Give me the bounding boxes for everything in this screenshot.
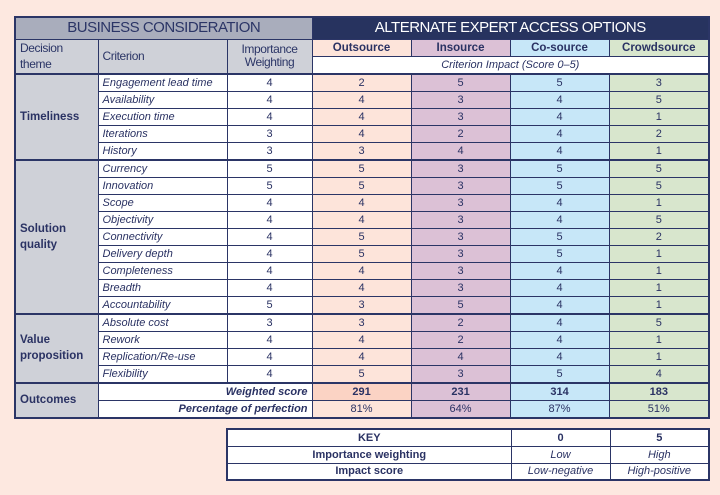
table-row (15, 228, 709, 245)
business-consideration-header: BUSINESS CONSIDERATION (15, 17, 312, 39)
co-source-score-cell: 4 (510, 194, 609, 211)
outcomes-theme-cell: Outcomes (15, 383, 98, 418)
outsource-score-cell: 4 (312, 194, 411, 211)
decision-theme-column-header: Decision theme (15, 39, 98, 74)
outsource-score-cell: 3 (312, 296, 411, 314)
percentage-of-perfection-label: Percentage of perfection (98, 400, 312, 418)
co-source-score-cell: 5 (510, 74, 609, 92)
criterion-cell: History (98, 142, 227, 160)
crowdsource-score-cell: 2 (609, 228, 709, 245)
weighted-score-label: Weighted score (98, 383, 312, 401)
importance-weight-cell: 4 (227, 279, 312, 296)
insource-weighted-score: 231 (411, 383, 510, 401)
key-row-low: Low (511, 446, 610, 463)
key-row-label: Impact score (227, 463, 511, 480)
crowdsource-score-cell: 5 (609, 177, 709, 194)
crowdsource-score-cell: 5 (609, 314, 709, 332)
co-source-score-cell: 5 (510, 160, 609, 178)
criterion-cell: Execution time (98, 108, 227, 125)
co-source-score-cell: 5 (510, 365, 609, 383)
importance-weighting-column-header: Importance Weighting (227, 39, 312, 74)
table-row (15, 160, 709, 178)
importance-weight-cell: 4 (227, 348, 312, 365)
importance-weight-cell: 3 (227, 125, 312, 142)
importance-weight-cell: 5 (227, 296, 312, 314)
crowdsource-score-cell: 3 (609, 74, 709, 92)
crowdsource-score-cell: 1 (609, 245, 709, 262)
criterion-column-header: Criterion (98, 39, 227, 74)
insource-score-cell: 2 (411, 331, 510, 348)
outsource-score-cell: 4 (312, 262, 411, 279)
crowdsource-score-cell: 1 (609, 108, 709, 125)
crowdsource-score-cell: 2 (609, 125, 709, 142)
co-source-score-cell: 4 (510, 142, 609, 160)
outsource-score-cell: 5 (312, 228, 411, 245)
co-source-score-cell: 4 (510, 91, 609, 108)
criterion-cell: Iterations (98, 125, 227, 142)
table-row (15, 245, 709, 262)
outsource-score-cell: 5 (312, 245, 411, 262)
co-source-score-cell: 4 (510, 348, 609, 365)
importance-weight-cell: 4 (227, 74, 312, 92)
outsource-score-cell: 4 (312, 125, 411, 142)
importance-weight-cell: 4 (227, 228, 312, 245)
table-row (15, 348, 709, 365)
criterion-cell: Availability (98, 91, 227, 108)
criterion-cell: Rework (98, 331, 227, 348)
co-source-score-cell: 4 (510, 314, 609, 332)
importance-weight-cell: 3 (227, 314, 312, 332)
crowdsource-score-cell: 1 (609, 142, 709, 160)
crowdsource-score-cell: 5 (609, 211, 709, 228)
co-source-score-cell: 4 (510, 211, 609, 228)
table-row (15, 194, 709, 211)
outsource-score-cell: 5 (312, 177, 411, 194)
crowdsource-score-cell: 1 (609, 331, 709, 348)
crowdsource-score-cell: 5 (609, 91, 709, 108)
insource-score-cell: 3 (411, 160, 510, 178)
co-source-percentage: 87% (510, 400, 609, 418)
insource-column-header: Insource (411, 39, 510, 56)
outsource-score-cell: 3 (312, 142, 411, 160)
table-row (15, 279, 709, 296)
criterion-cell: Innovation (98, 177, 227, 194)
table-row (15, 91, 709, 108)
co-source-score-cell: 4 (510, 108, 609, 125)
key-row-label: Importance weighting (227, 446, 511, 463)
outsource-column-header: Outsource (312, 39, 411, 56)
insource-score-cell: 4 (411, 348, 510, 365)
crowdsource-weighted-score: 183 (609, 383, 709, 401)
co-source-score-cell: 5 (510, 228, 609, 245)
outsource-score-cell: 3 (312, 314, 411, 332)
criterion-cell: Connectivity (98, 228, 227, 245)
table-row (15, 365, 709, 383)
outsource-score-cell: 4 (312, 91, 411, 108)
key-table (226, 428, 710, 481)
table-body (15, 74, 709, 418)
criterion-cell: Breadth (98, 279, 227, 296)
weighted-score-row (15, 383, 709, 401)
insource-score-cell: 3 (411, 262, 510, 279)
insource-percentage: 64% (411, 400, 510, 418)
outsource-score-cell: 4 (312, 279, 411, 296)
co-source-score-cell: 5 (510, 177, 609, 194)
importance-weight-cell: 4 (227, 211, 312, 228)
criterion-cell: Flexibility (98, 365, 227, 383)
importance-weight-cell: 4 (227, 194, 312, 211)
table-row (15, 331, 709, 348)
importance-weight-cell: 4 (227, 108, 312, 125)
co-source-score-cell: 4 (510, 279, 609, 296)
table-row (15, 142, 709, 160)
criterion-cell: Delivery depth (98, 245, 227, 262)
key-row-high: High (610, 446, 709, 463)
insource-score-cell: 2 (411, 314, 510, 332)
key-row-low: Low-negative (511, 463, 610, 480)
outsource-score-cell: 5 (312, 160, 411, 178)
outsource-score-cell: 4 (312, 211, 411, 228)
crowdsource-score-cell: 1 (609, 194, 709, 211)
expert-access-options-table (14, 16, 710, 419)
table-row (15, 314, 709, 332)
co-source-score-cell: 4 (510, 262, 609, 279)
criterion-impact-caption: Criterion Impact (Score 0–5) (312, 56, 709, 74)
importance-weight-cell: 4 (227, 245, 312, 262)
co-source-score-cell: 4 (510, 331, 609, 348)
outsource-score-cell: 2 (312, 74, 411, 92)
key-low-value: 0 (511, 429, 610, 446)
key-high-value: 5 (610, 429, 709, 446)
table-row (15, 125, 709, 142)
co-source-score-cell: 4 (510, 125, 609, 142)
table-row (15, 211, 709, 228)
insource-score-cell: 3 (411, 245, 510, 262)
crowdsource-score-cell: 1 (609, 348, 709, 365)
criterion-cell: Completeness (98, 262, 227, 279)
importance-weight-cell: 5 (227, 160, 312, 178)
insource-score-cell: 3 (411, 108, 510, 125)
co-source-score-cell: 5 (510, 245, 609, 262)
crowdsource-column-header: Crowdsource (609, 39, 709, 56)
insource-score-cell: 3 (411, 177, 510, 194)
importance-weight-cell: 3 (227, 142, 312, 160)
importance-weight-cell: 5 (227, 177, 312, 194)
decision-theme-cell: Timeliness (15, 74, 98, 160)
crowdsource-score-cell: 1 (609, 262, 709, 279)
criterion-cell: Absolute cost (98, 314, 227, 332)
decision-theme-cell: Value proposition (15, 314, 98, 383)
table-row (15, 177, 709, 194)
crowdsource-score-cell: 1 (609, 296, 709, 314)
insource-score-cell: 3 (411, 279, 510, 296)
criterion-cell: Engagement lead time (98, 74, 227, 92)
insource-score-cell: 3 (411, 194, 510, 211)
co-source-score-cell: 4 (510, 296, 609, 314)
outsource-percentage: 81% (312, 400, 411, 418)
key-row-high: High-positive (610, 463, 709, 480)
crowdsource-score-cell: 1 (609, 279, 709, 296)
table-row (15, 74, 709, 92)
insource-score-cell: 5 (411, 296, 510, 314)
criterion-cell: Currency (98, 160, 227, 178)
crowdsource-percentage: 51% (609, 400, 709, 418)
insource-score-cell: 3 (411, 228, 510, 245)
insource-score-cell: 3 (411, 91, 510, 108)
outsource-score-cell: 4 (312, 108, 411, 125)
percentage-row (15, 400, 709, 418)
importance-weight-cell: 4 (227, 331, 312, 348)
outsource-weighted-score: 291 (312, 383, 411, 401)
outsource-score-cell: 4 (312, 331, 411, 348)
importance-weight-cell: 4 (227, 262, 312, 279)
table-row (15, 108, 709, 125)
criterion-cell: Accountability (98, 296, 227, 314)
criterion-cell: Objectivity (98, 211, 227, 228)
decision-theme-cell: Solution quality (15, 160, 98, 314)
importance-weight-cell: 4 (227, 91, 312, 108)
insource-score-cell: 3 (411, 365, 510, 383)
table-row (15, 296, 709, 314)
importance-weight-cell: 4 (227, 365, 312, 383)
outsource-score-cell: 5 (312, 365, 411, 383)
insource-score-cell: 2 (411, 125, 510, 142)
key-title: KEY (227, 429, 511, 446)
co-source-weighted-score: 314 (510, 383, 609, 401)
co-source-column-header: Co-source (510, 39, 609, 56)
crowdsource-score-cell: 5 (609, 160, 709, 178)
insource-score-cell: 5 (411, 74, 510, 92)
table-row (15, 262, 709, 279)
criterion-cell: Scope (98, 194, 227, 211)
insource-score-cell: 4 (411, 142, 510, 160)
outsource-score-cell: 4 (312, 348, 411, 365)
alternate-options-header: ALTERNATE EXPERT ACCESS OPTIONS (312, 17, 709, 39)
crowdsource-score-cell: 4 (609, 365, 709, 383)
criterion-cell: Replication/Re-use (98, 348, 227, 365)
insource-score-cell: 3 (411, 211, 510, 228)
